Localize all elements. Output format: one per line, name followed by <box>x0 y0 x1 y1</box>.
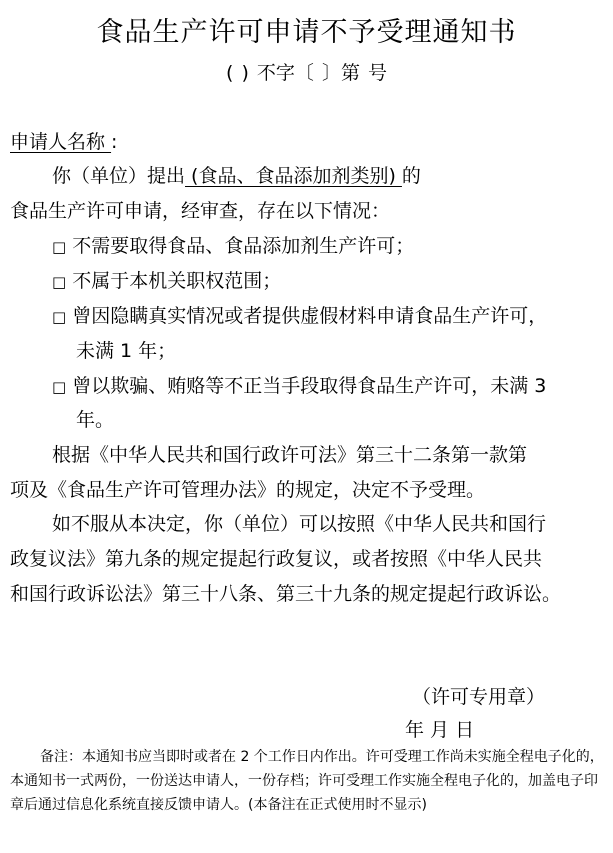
applicant-name-label: 申请人名称 <box>10 131 112 153</box>
case-text-continued: 未满 1 年； <box>76 340 177 362</box>
product-category-blank: (食品、食品添加剂类别) <box>185 165 402 187</box>
applicant-colon: : <box>111 131 118 153</box>
legal-basis-text: 项及《食品生产许可管理办法》的规定，决定不予受理。 <box>10 479 486 501</box>
document-number: ( ) 不字〔 〕第 号 <box>226 62 387 84</box>
seal-label: （许可专用章） <box>412 686 546 708</box>
case-item <box>52 374 546 399</box>
appeal-line-1: 如不服从本决定，你（单位）可以按照《中华人民共和国行 <box>52 513 547 535</box>
appeal-line-2: 政复议法》第九条的规定提起行政复议，或者按照《中华人民共 <box>10 548 543 570</box>
document-title: 食品生产许可申请不予受理通知书 <box>96 17 517 48</box>
product-category-line <box>52 164 421 188</box>
footnote-text: 备注：本通知书应当即时或者在 2 个工作日内作出。许可受理工作尚未实施全程电子化的，本通知书一式两份，一份送达申请人，一份存档；许可受理工作实施全程电子化的，加盖电子印章后通过信息化系统直接反馈申请人。(本备注在正式使用时不显示) <box>10 749 604 813</box>
legal-basis-line-2 <box>10 478 485 502</box>
product-line-suffix: 的 <box>401 165 421 187</box>
appeal-line-3: 和国行政诉讼法》第三十八条、第三十九条的规定提起行政诉讼。 <box>10 583 562 605</box>
case-item <box>52 304 547 329</box>
case-text-continued: 年。 <box>76 409 115 431</box>
checkbox-icon: □ <box>52 238 67 256</box>
case-item <box>52 269 281 294</box>
product-line-prefix: 你（单位）提出 <box>52 165 186 187</box>
footnote <box>10 745 608 817</box>
case-text: 曾以欺骗、贿赂等不正当手段取得食品生产许可，未满 3 <box>72 375 547 397</box>
case-text: 不需要取得食品、食品添加剂生产许可； <box>72 235 415 257</box>
case-item <box>52 234 414 259</box>
checkbox-icon: □ <box>52 273 67 291</box>
review-line: 食品生产许可申请，经审查，存在以下情况： <box>10 200 391 222</box>
case-text: 曾因隐瞒真实情况或者提供虚假材料申请食品生产许可， <box>72 305 548 327</box>
checkbox-icon: □ <box>52 378 67 396</box>
legal-basis-line-1: 根据《中华人民共和国行政许可法》第三十二条第一款第 <box>52 444 528 466</box>
applicant-name-field <box>10 130 117 154</box>
checkbox-icon: □ <box>52 308 67 326</box>
case-text: 不属于本机关职权范围； <box>72 270 282 292</box>
date-line: 年 月 日 <box>405 719 475 741</box>
